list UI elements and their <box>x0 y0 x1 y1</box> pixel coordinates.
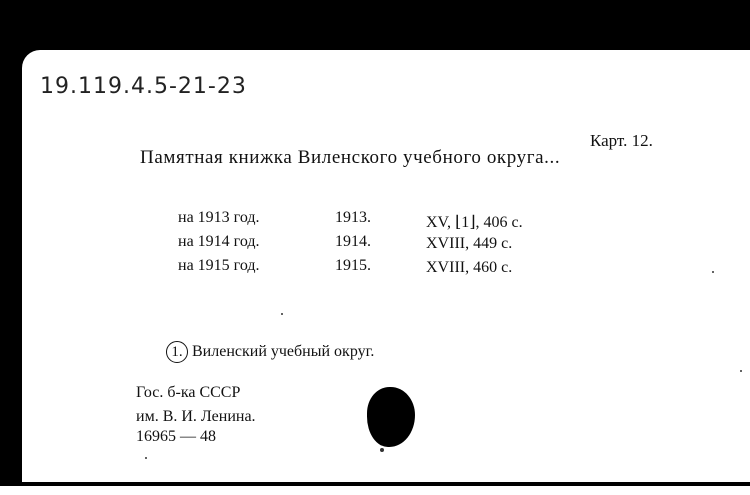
volume-year-label: на 1915 год. <box>178 257 260 274</box>
volume-pages: XVIII, 460 с. <box>426 259 513 276</box>
subject-number: 1. <box>166 341 188 363</box>
bottom-edge-strip <box>0 486 750 495</box>
volume-pub-year: 1913. <box>335 209 371 226</box>
volume-pages: XV, ⌊1⌋, 406 с. <box>426 214 523 231</box>
card-number: Карт. 12. <box>590 131 653 150</box>
volume-pages: XVIII, 449 с. <box>426 235 513 252</box>
shelfmark: 19.119.4.5-21-23 <box>40 74 247 99</box>
holding-line-2: им. В. И. Ленина. <box>136 408 256 425</box>
ink-speck <box>281 313 283 315</box>
volume-year-label: на 1913 год. <box>178 209 260 226</box>
holding-line-3: 16965 — 48 <box>136 428 216 445</box>
subject-text: Виленский учебный округ. <box>192 343 375 360</box>
subject-heading <box>166 341 374 363</box>
ink-speck <box>740 370 742 372</box>
ink-speck <box>712 271 714 273</box>
holding-line-1: Гос. б-ка СССР <box>136 384 241 401</box>
volume-pub-year: 1914. <box>335 233 371 250</box>
ink-speck <box>380 448 384 452</box>
volume-year-label: на 1914 год. <box>178 233 260 250</box>
ink-speck <box>145 457 147 459</box>
volume-pub-year: 1915. <box>335 257 371 274</box>
book-title: Памятная книжка Виленского учебного округа... <box>140 147 561 168</box>
